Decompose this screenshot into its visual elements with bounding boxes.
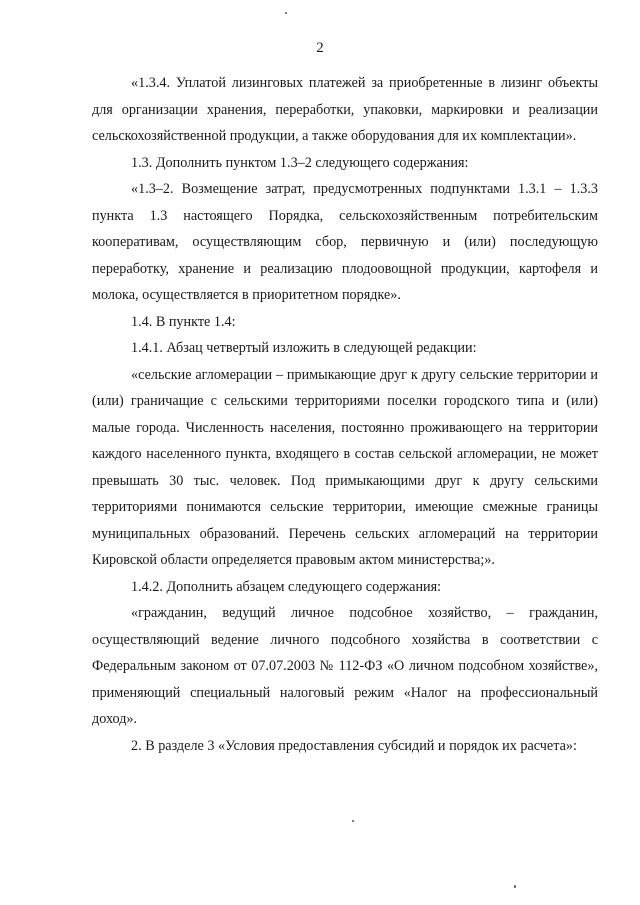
paragraph-1-3-2: «1.3–2. Возмещение затрат, предусмотренных подпунктами 1.3.1 – 1.3.3 пункта 1.3 настоящего Порядка, сельскохозяйственным потребительским кооперативам, осуществляющим сбор, первичную и (или) последующую переработку, хранение и реализацию плодоовощной продукции, картофеля и молока, осуществляется в приоритетном порядке».: [92, 181, 598, 303]
paragraph-citizen: «гражданин, ведущий личное подсобное хозяйство, – гражданин, осуществляющий ведение личного подсобного хозяйства в соответствии с Федеральным законом от 07.07.2003 № 112-ФЗ «О личном подсобном хозяйстве», применяющий специальный налоговый режим «Налог на профессиональный доход».: [92, 605, 598, 727]
scan-speck: [352, 820, 354, 822]
paragraph-1-4-2: 1.4.2. Дополнить абзацем следующего содержания:: [131, 578, 442, 595]
paragraph-1-4-1: 1.4.1. Абзац четвертый изложить в следующей редакции:: [131, 340, 477, 356]
scan-speck: [285, 12, 287, 14]
page-number: 2: [316, 40, 324, 56]
paragraph-1-3-4: «1.3.4. Уплатой лизинговых платежей за приобретенные в лизинг объекты для организации хранения, переработки, упаковки, маркировки и реализации сельскохозяйственной продукции, а также оборудования для их комплектации».: [92, 75, 598, 144]
paragraph-section-2: 2. В разделе 3 «Условия предоставления субсидий и порядок их расчета»:: [131, 737, 577, 754]
document-body: [92, 70, 598, 759]
paragraph-1-3: 1.3. Дополнить пунктом 1.3–2 следующего содержания:: [131, 154, 469, 171]
paragraph-agglomeration: «сельские агломерации – примыкающие друг к другу сельские территории и (или) граничащие с сельскими территориями поселки городского типа и (или) малые города. Численность населения, постоянно проживающего на территории каждого населенного пункта, входящего в состав сельской агломерации, не может превышать 30 тыс. человек. Под примыкающими друг к другу сельскими территориями понимаются сельские территории, имеющие смежные границы муниципальных образований. Перечень сельских агломераций на территории Кировской области определяется правовым актом министерства;».: [92, 366, 598, 568]
paragraph-1-4: 1.4. В пункте 1.4:: [131, 313, 236, 330]
scan-speck: [514, 885, 516, 888]
